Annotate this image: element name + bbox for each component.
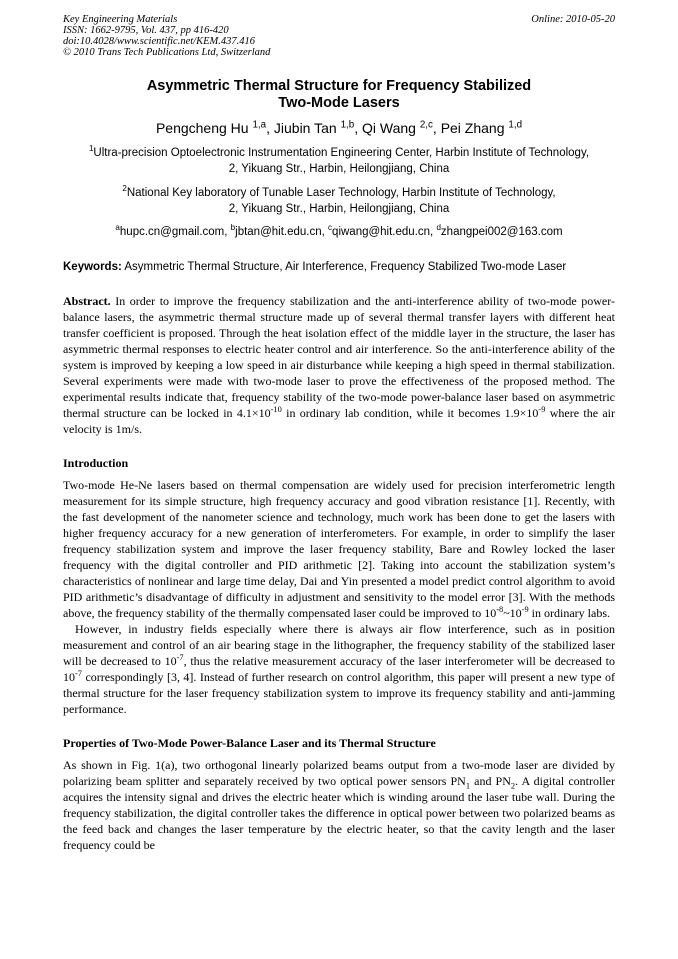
- body-text: As shown in Fig. 1(a), two orthogonal linearly polarized beams output from a two-mode laser are divided by polarizing beam splitter and separately received by two optical power sensors PN: [63, 758, 615, 788]
- exponent: -8: [496, 605, 504, 614]
- affiliation-2: [63, 185, 615, 217]
- author: [274, 120, 362, 136]
- author: [362, 120, 441, 136]
- email-mark: a: [115, 223, 120, 233]
- copyright-line: © 2010 Trans Tech Publications Ltd, Switzerland: [63, 47, 271, 58]
- exponent: -7: [176, 653, 184, 662]
- author-separator: ,: [432, 120, 441, 136]
- author-affil-mark: 2,c: [419, 119, 433, 131]
- author-name: Qi Wang: [361, 120, 416, 136]
- email-list: [63, 225, 615, 240]
- email-mark: d: [436, 223, 441, 233]
- affiliation-1: [63, 145, 615, 177]
- author-name: Jiubin Tan: [273, 120, 337, 136]
- body-text: However, in industry fields especially where there is always air flow interference, such as in position measurement and control of an air bearing stage in the lithographer, the frequency stability of the stabilized laser will be decreased to 10: [63, 622, 615, 668]
- title-line-1: Asymmetric Thermal Structure for Frequency Stabilized: [146, 78, 532, 94]
- abstract-text: in ordinary lab condition, while it becomes 1.9×10: [281, 406, 539, 420]
- affil-line: 2, Yikuang Str., Harbin, Heilongjiang, China: [228, 163, 450, 175]
- journal-header: [63, 14, 615, 58]
- email-mark: c: [328, 223, 333, 233]
- online-date: Online: 2010-05-20: [531, 14, 615, 25]
- exponent: -7: [75, 669, 82, 678]
- affil-mark: 1: [88, 144, 94, 154]
- affil-mark: 2: [122, 184, 127, 194]
- paper-title: [63, 78, 615, 112]
- author-affil-mark: 1,d: [508, 119, 523, 131]
- issn-line: ISSN: 1662-9795, Vol. 437, pp 416-420: [63, 25, 229, 36]
- doi-line: doi:10.4028/www.scientific.net/KEM.437.416: [63, 36, 255, 47]
- author-list: [63, 120, 615, 137]
- abstract: [63, 293, 615, 437]
- section-heading-properties: Properties of Two-Mode Power-Balance Laser and its Thermal Structure: [63, 736, 436, 750]
- email-mark: b: [230, 223, 236, 233]
- email-separator: ,: [321, 226, 329, 238]
- abstract-text: where the air velocity is 1m/s.: [63, 406, 615, 436]
- author-affil-mark: 1,b: [340, 119, 355, 131]
- author: [156, 120, 274, 136]
- journal-name: Key Engineering Materials: [63, 14, 178, 25]
- abstract-label: Abstract.: [63, 294, 111, 308]
- exponent: -10: [270, 405, 282, 414]
- section-heading-introduction: Introduction: [63, 456, 129, 470]
- author-affil-mark: 1,a: [252, 119, 267, 131]
- email-separator: ,: [224, 226, 231, 238]
- email-link[interactable]: zhangpei002@163.com: [440, 226, 563, 238]
- body-text: correspondingly [3, 4]. Instead of further research on control algorithm, this paper will present a new type of thermal structure for the laser frequency stabilization system to improve its frequency stability and anti-jamming performance.: [63, 670, 615, 716]
- author-separator: ,: [354, 120, 362, 136]
- subscript: 1: [465, 781, 471, 791]
- exponent: -9: [521, 605, 529, 614]
- body-text: , thus the relative measurement accuracy of the laser interferometer will be decreased to 10: [63, 654, 615, 684]
- keywords-label: Keywords:: [63, 261, 122, 273]
- abstract-text: In order to improve the frequency stabilization and the anti-interference ability of two-mode power-balance lasers, the asymmetric thermal structure made up of several thermal transfer layers with different heat transfer coefficient is proposed. Through the heat isolation effect of the middle layer in the structure, the laser has asymmetric thermal responses to electric heater control and air interference. So the anti-interference ability of the system is improved by keeping a low speed in air disturbance while keeping a high speed in thermal stabilization. Several experiments were made with two-mode laser to prove the effectiveness of the proposed method. The experimental results indicate that, frequency stability of the two-mode power-balance laser based on asymmetric thermal structure can be locked in 4.1×10: [63, 294, 615, 420]
- body-text: ~10: [503, 606, 522, 620]
- keywords-block: [63, 260, 615, 275]
- affil-line: National Key laboratory of Tunable Laser Technology, Harbin Institute of Technology,: [126, 187, 556, 199]
- email-link[interactable]: hupc.cn@gmail.com: [119, 226, 225, 238]
- body-text: in ordinary labs.: [528, 606, 610, 620]
- author-name: Pei Zhang: [440, 120, 505, 136]
- author: [441, 120, 522, 136]
- intro-paragraph-2: [63, 621, 615, 717]
- author-name: Pengcheng Hu: [155, 120, 249, 136]
- affil-line: Ultra-precision Optoelectronic Instrumentation Engineering Center, Harbin Institute of Technology,: [93, 147, 590, 159]
- exponent: -9: [538, 405, 546, 414]
- email-separator: ,: [430, 226, 437, 238]
- title-line-2: Two-Mode Lasers: [278, 95, 400, 111]
- email-link[interactable]: qiwang@hit.edu.cn: [332, 226, 431, 238]
- paper-page: [63, 14, 615, 853]
- affil-line: 2, Yikuang Str., Harbin, Heilongjiang, China: [228, 203, 450, 215]
- body-text: Two-mode He-Ne lasers based on thermal compensation are widely used for precision interferometric length measurement for its simple structure, high frequency accuracy and good vibration resistance [1]. Recently, with the fast development of the nanometer science and technology, much work has been done to get the lasers with higher frequency accuracy for a new generation of interferometers. For example, in order to simplify the laser frequency stabilization system and improve the laser frequency stability, Bare and Rowley locked the laser frequency with the digital controller and PID arithmetic [2]. Taking into account the stabilization system’s characteristics of nonlinear and large time delay, Dai and Yin presented a model predict control algorithm to avoid PID arithmetic’s disadvantage of difficulty in adjustment and sensitivity to the model error [3]. With the methods above, the frequency stability of the thermally compensated laser could be improved to 10: [63, 478, 615, 620]
- author-separator: ,: [266, 120, 274, 136]
- body-text: and PN: [470, 774, 511, 788]
- keywords-text: Asymmetric Thermal Structure, Air Interference, Frequency Stabilized Two-mode Laser: [124, 261, 567, 273]
- intro-paragraph-1: [63, 477, 615, 621]
- subscript: 2: [510, 781, 516, 791]
- properties-paragraph-1: [63, 757, 615, 853]
- email-link[interactable]: jbtan@hit.edu.cn: [235, 226, 322, 238]
- body-text: . A digital controller acquires the intensity signal and drives the electric heater which is winding around the laser tube wall. During the frequency stabilization, the digital controller takes the difference in optical power between two polarized beams as the feed back and changes the laser temperature by the electric heater, so that the cavity length and the laser frequency could be: [63, 774, 615, 852]
